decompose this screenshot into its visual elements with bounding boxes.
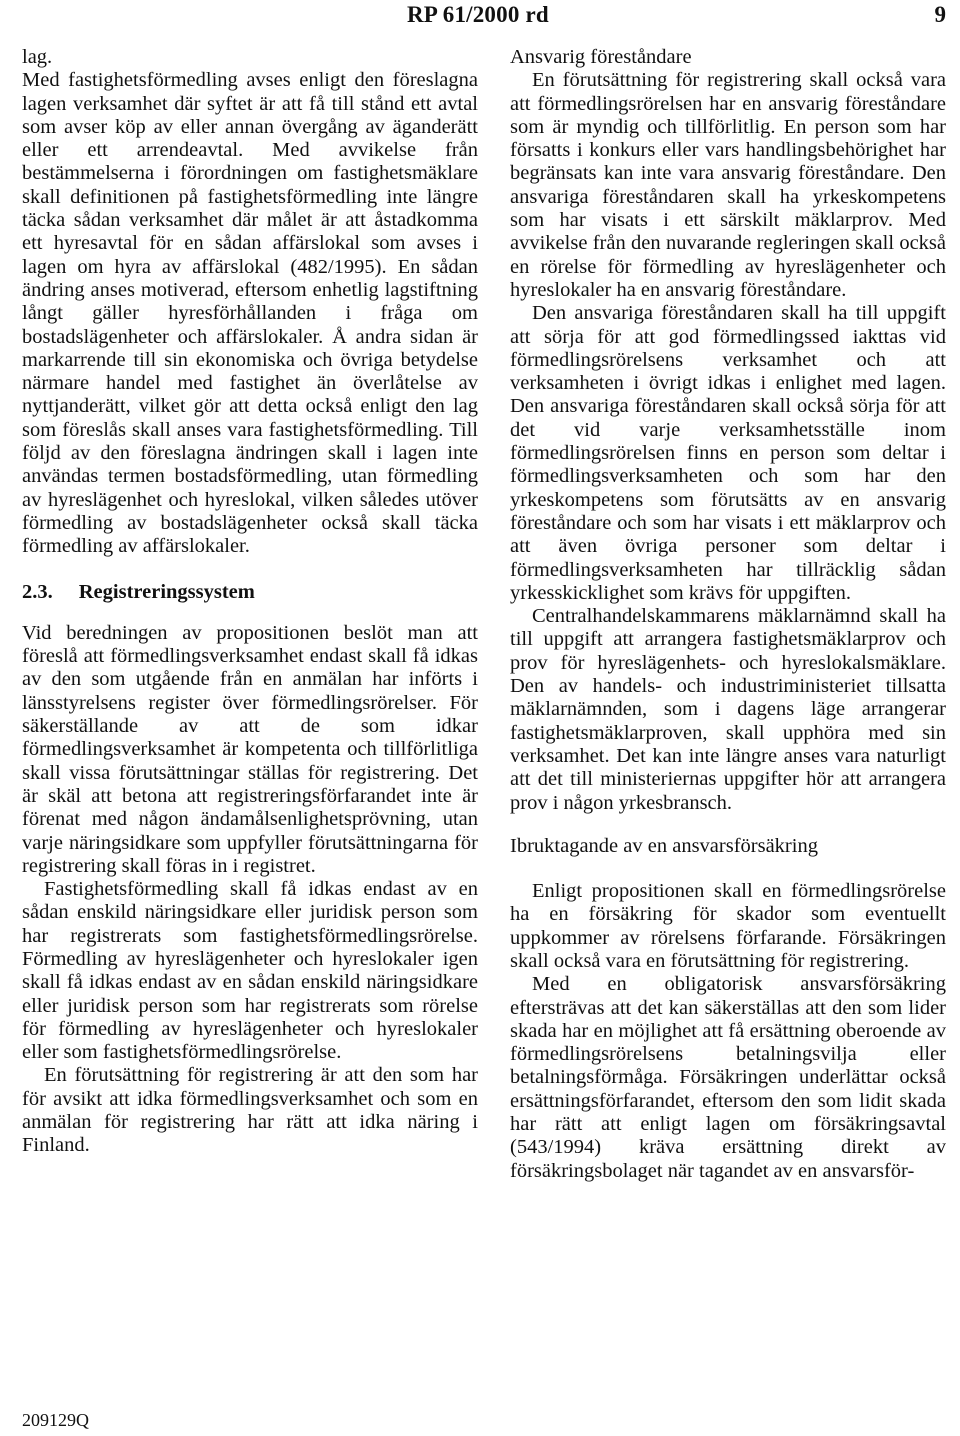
document-reference: RP 61/2000 rd — [407, 2, 549, 27]
paragraph: Med en obligatorisk ansvarsförsäkring eftersträvas att det kan säkerställas att den som lider skada har en möjlighet att få ersättning oberoende av förmedlingsrörelsens betalningsvilja eller betalningsförmåga. Försäkringen underlättar också ersättningsförfarandet, eftersom den som lidit skada har rätt att enligt lagen om försäkringsavtal (543/1994) kräva ersättning direkt av försäkringsbolaget när tagandet av en ansvarsför- — [510, 973, 946, 1182]
page-header — [0, 0, 960, 40]
subheading: Ansvarig föreståndare — [510, 46, 692, 68]
paragraph: Med fastighetsförmedling avses enligt den föreslagna lagen verksamhet där syftet är att få till stånd ett avtal som avser köp av eller annan övergång av äganderätt eller ett arrendeavtal. Med avvikelse från bestämmelserna i förordningen om fastighetsmäklare skall definitionen på fastighetsförmedling inte längre täcka sådan verksamhet där målet är att åstadkomma ett hyresavtal för en sådan affärslokal som avses i lagen om hyra av affärslokal (482/1995). En sådan ändring anses motiverad, eftersom enhetlig lagstiftning långt gäller hyresförhållanden i fråga om bostadslägenheter och affärslokaler. Å andra sidan är markarrende till sin ekonomiska och övriga betydelse närmare handel med fastighet än överlåtelse av nyttjanderätt, vilket gör att detta också enligt den lag som föreslås skall anses vara fastighetsförmedling. Till följd av den föreslagna ändringen skall i lagen inte användas termen bostadsförmedling, utan förmedling av hyreslägenhet och hyreslokal, vilken således utöver förmedling av bostadslägenheter också skall täcka förmedling av affärslokaler. — [22, 69, 478, 558]
page-number: 9 — [934, 2, 946, 27]
paragraph: lag. — [22, 46, 53, 68]
subheading: Ibruktagande av en ansvarsförsäkring — [510, 834, 818, 857]
right-column — [510, 46, 946, 1183]
paragraph: Den ansvariga föreståndaren skall ha till uppgift att sörja för att god förmedlingssed iakttas vid förmedlingsrörelsens verksamhet och att verksamheten i övrigt idkas i enlighet med lagen. Den ansvariga föreståndaren skall också sörja för att det vid varje verksamhetsställe inom förmedlingsrörelsen finns en person som deltar i förmedlingsverksamheten och som har den yrkeskompetens som förutsätts av en ansvarig föreståndare och som har visats i ett mäklarprov och att även övriga personer som deltar i förmedlingsverksamheten har tillräcklig sådan yrkesskicklighet som krävs för uppgiften. — [510, 302, 946, 604]
paragraph: Enligt propositionen skall en förmedlingsrörelse ha en försäkring för skador som eventuellt uppkommer av rörelsens förfarande. Försäkringen skall också vara en förutsättning för registrering. — [510, 880, 946, 972]
paragraph: Fastighetsförmedling skall få idkas endast av en sådan enskild näringsidkare eller juridisk person som har registrerats som fastighetsförmedlingsrörelse. Förmedling av hyreslägenheter och hyreslokaler igen skall få idkas endast av en sådan enskild näringsidkare eller juridisk person som har registrerats som rörelse för förmedling av hyreslägenheter och hyreslokaler eller som fastighetsförmedlingsrörelse. — [22, 878, 478, 1064]
paragraph: En förutsättning för registrering skall också vara att förmedlingsrörelsen har en ansvarig föreståndare som är myndig och tillförlitlig. En person som har försatts i konkurs eller vars handlingsbehörighet har begränsats kan inte vara ansvarig föreståndare. Den ansvariga föreståndaren skall ha yrkeskompetens som har visats i ett särskilt mäklarprov. Med avvikelse från den nuvarande regleringen skall också en rörelse för förmedling av hyreslägenheter och hyreslokaler ha en ansvarig föreståndare. — [510, 69, 946, 301]
paragraph: Centralhandelskammarens mäklarnämnd skall ha till uppgift att arrangera fastighetsmäklarprov och prov för hyreslägenhets- och hyreslokalsmäklare. Den av handels- och industriministeriet tillsatta mäklarnämnden, som i dagens läge arrangerar fastighetsmäklarproven, skall upphöra med sin verksamhet. Det kan inte längre anses vara naturligt att det till ministeriernas uppgifter hör att arrangera prov i någon yrkesbransch. — [510, 605, 946, 814]
paragraph: En förutsättning för registrering är att den som har för avsikt att idka förmedlingsverksamhet och som en anmälan för registrering har rätt att idka näring i Finland. — [22, 1064, 478, 1157]
paragraph: Vid beredningen av propositionen beslöt man att föreslå att förmedlingsverksamhet endast skall få idkas av den som utgående från en anmälan har införts i länsstyrelsens register över förmedlingsrörelser. För säkerställande av att de som idkar förmedlingsverksamhet är kompetenta och tillförlitliga skall vissa förutsättningar ställas för registrering. Det är skäl att betona att registreringsförfarandet inte är förenat med någon ändamålsenlighetsprövning, utan varje näringsidkare som uppfyller förutsättningarna för registrering skall föras in i registret. — [22, 621, 478, 877]
left-column — [22, 46, 478, 1158]
section-heading — [22, 581, 478, 604]
section-title: Registreringssystem — [78, 580, 255, 603]
section-number: 2.3. — [22, 580, 53, 603]
print-code: 209129Q — [22, 1410, 89, 1430]
